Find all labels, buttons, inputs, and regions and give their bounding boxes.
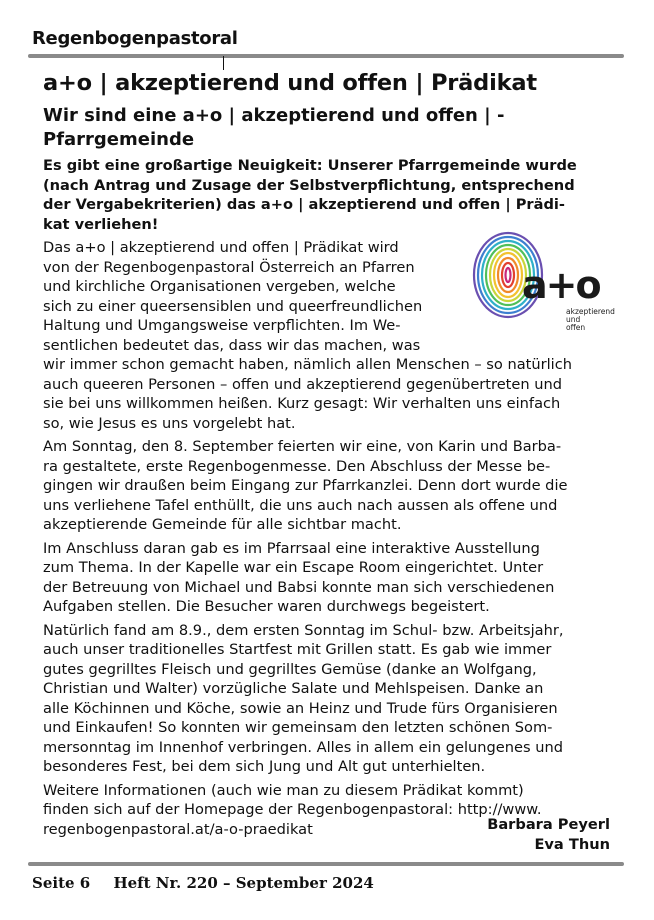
text-line: zum Thema. In der Kapelle war ein Escape Room eingerichtet. Unter <box>43 559 544 576</box>
text-line: alle Köchinnen und Köche, sowie an Heinz und Trude fürs Organisieren <box>43 699 558 717</box>
text-line: finden sich auf der Homepage der Regenbogenpastoral: http://www. <box>43 801 542 818</box>
article-body <box>43 238 618 843</box>
info-link[interactable]: regenbogenpastoral.at/a-o-praedikat <box>43 820 313 838</box>
text-line: so, wie Jesus es uns vorgelebt hat. <box>43 414 296 432</box>
text-line: wir immer schon gemacht haben, nämlich allen Menschen – so natürlich <box>43 356 572 373</box>
text-line: Natürlich fand am 8.9., dem ersten Sonntag im Schul- bzw. Arbeitsjahr, <box>43 621 564 639</box>
footer-rule <box>28 862 624 866</box>
text-line: Aufgaben stellen. Die Besucher waren durchwegs begeistert. <box>43 598 490 615</box>
header-rule-tick <box>223 56 224 70</box>
text-line: der Betreuung von Michael und Babsi konnte man sich verschiedenen <box>43 578 555 596</box>
text-line: Am Sonntag, den 8. September feierten wir eine, von Karin und Barba- <box>43 438 562 455</box>
text-line: akzeptierende Gemeinde für alle sichtbar macht. <box>43 516 402 533</box>
author-name: Barbara Peyerl <box>487 816 610 833</box>
page-footer <box>32 874 392 892</box>
paragraph-mass <box>43 437 618 535</box>
text-line: Haltung und Umgangsweise verpflichten. Im We- <box>43 317 401 334</box>
lead-line: der Vergabekriterien) das a+o | akzeptierend und offen | Prädi- <box>43 196 565 213</box>
text-line: sich zu einer queersensiblen und queerfreundlichen <box>43 297 423 315</box>
text-line: Weitere Informationen (auch wie man zu diesem Prädikat kommt) <box>43 781 524 799</box>
author-name: Eva Thun <box>534 836 610 853</box>
text-line: besonderes Fest, bei dem sich Jung und Alt gut unterhielten. <box>43 758 486 775</box>
text-line: Das a+o | akzeptierend und offen | Prädikat wird <box>43 239 399 256</box>
text-line: und kirchliche Organisationen vergeben, welche <box>43 278 396 295</box>
paragraph-startfest <box>43 621 618 777</box>
logo-tagline-line: akzeptierend <box>566 307 615 316</box>
text-line: von der Regenbogenpastoral Österreich an Pfarren <box>43 258 415 276</box>
text-line: auch unser traditionelles Startfest mit Grillen statt. Es gab wie immer <box>43 641 552 658</box>
text-line: gutes gegrilltes Fleisch und gegrilltes Gemüse (danke an Wolfgang, <box>43 660 537 678</box>
text-line: mersonntag im Innenhof verbringen. Alles in allem ein gelungenes und <box>43 738 563 756</box>
issue-info: Heft Nr. 220 – September 2024 <box>113 874 374 892</box>
text-line: sie bei uns willkommen heißen. Kurz gesagt: Wir verhalten uns einfach <box>43 395 561 412</box>
lead-line: Es gibt eine großartige Neuigkeit: Unserer Pfarrgemeinde wurde <box>43 157 577 174</box>
logo-tagline-line: und <box>566 315 581 324</box>
text-line: und Einkaufen! So konnten wir gemeinsam den letzten schönen Som- <box>43 719 553 736</box>
subtitle-line: Pfarrgemeinde <box>43 129 195 150</box>
masthead: Regenbogenpastoral <box>32 28 238 49</box>
text-line: ra gestaltete, erste Regenbogenmesse. Den Abschluss der Messe be- <box>43 457 551 475</box>
text-line: auch queeren Personen – offen und akzeptierend gegenübertreten und <box>43 375 563 393</box>
logo-tagline-line: offen <box>566 323 586 332</box>
page-number: Seite 6 <box>32 874 91 892</box>
paragraph-exhibition <box>43 539 618 617</box>
article-title: a+o | akzeptierend und offen | Prädikat <box>43 70 537 96</box>
article-lead <box>43 156 618 234</box>
lead-line: kat verliehen! <box>43 215 159 233</box>
header-rule <box>28 54 624 58</box>
text-line: gingen wir draußen beim Eingang zur Pfarrkanzlei. Denn dort wurde die <box>43 477 568 494</box>
article-subtitle <box>43 104 613 152</box>
subtitle-line: Wir sind eine a+o | akzeptierend und offen | - <box>43 105 505 126</box>
text-line: sentlichen bedeutet das, dass wir das machen, was <box>43 336 421 354</box>
authors <box>487 815 610 855</box>
text-line: Christian und Walter) vorzügliche Salate und Mehlspeisen. Danke an <box>43 680 544 697</box>
paragraph-intro <box>43 238 618 433</box>
logo-brand-text: a+o <box>522 263 600 307</box>
text-line: uns verliehene Tafel enthüllt, die uns auch nach aussen als offene und <box>43 496 558 514</box>
lead-line: (nach Antrag und Zusage der Selbstverpflichtung, entsprechend <box>43 176 575 194</box>
text-line: Im Anschluss daran gab es im Pfarrsaal eine interaktive Ausstellung <box>43 539 540 557</box>
